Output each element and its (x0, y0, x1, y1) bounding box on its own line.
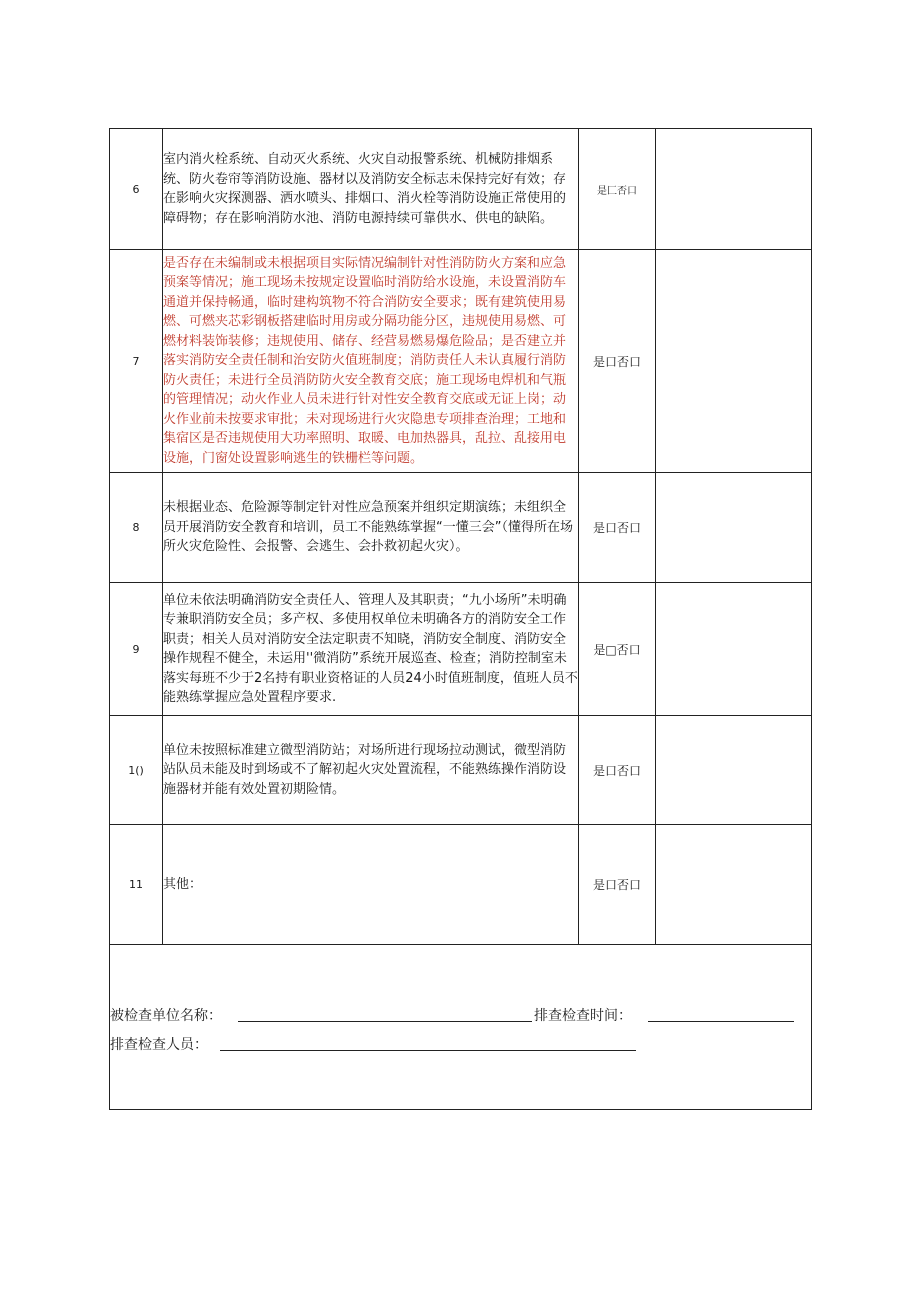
row-number: 9 (110, 583, 163, 716)
row-description: 是否存在未编制或未根据项目实际情况编制针对性消防防火方案和应急预案等情况；施工现场未按规定设置临时消防给水设施，未设置消防车通道并保持畅通，临时建构筑物不符合消防安全要求；既有建筑使用易燃、可燃夹芯彩钢板搭建临时用房或分隔功能分区，违规使用易燃、可燃材料装饰装修；违规使用、储存、经营易燃易爆危险品；是否建立并落实消防安全责任制和治安防火值班制度；消防责任人未认真履行消防防火责任；未进行全员消防防火安全教育交底；施工现场电焊机和气瓶的管理情况；动火作业人员未进行针对性安全教育交底或无证上岗；动火作业前未按要求审批；未对现场进行火灾隐患专项排查治理；工地和集宿区是否违规使用大功率照明、取暖、电加热器具，乱拉、乱接用电设施，门窗处设置影响逃生的铁栅栏等问题。 (163, 250, 579, 473)
inspected-unit-field[interactable] (238, 1021, 532, 1022)
row-description: 室内消火栓系统、自动灭火系统、火灾自动报警系统、机械防排烟系统、防火卷帘等消防设施、器材以及消防安全标志未保持完好有效；存在影响火灾探测器、洒水喷头、排烟口、消火栓等消防设施正常使用的障碍物；存在影响消防水池、消防电源持续可靠供水、供电的缺陷。 (163, 129, 579, 250)
row-number: 1() (110, 716, 163, 825)
table-row (110, 129, 812, 250)
table-row (110, 825, 812, 945)
row-description: 单位未按照标准建立微型消防站；对场所进行现场拉动测试，微型消防站队员未能及时到场或不了解初起火灾处置流程，不能熟练操作消防设施器材并能有效处置初期险情。 (163, 716, 579, 825)
remarks-cell[interactable] (656, 583, 812, 716)
table-row (110, 250, 812, 473)
table-row (110, 473, 812, 583)
yes-no-checkbox[interactable]: 是口否口 (579, 250, 656, 473)
yes-no-checkbox[interactable]: 是口否口 (579, 716, 656, 825)
inspection-time-field[interactable] (648, 1021, 794, 1022)
row-number: 6 (110, 129, 163, 250)
inspection-time-label: 排查检查时间： (534, 1008, 632, 1024)
signature-row (110, 945, 812, 1110)
row-description: 单位未依法明确消防安全责任人、管理人及其职责；“九小场所”未明确专兼职消防安全员；多产权、多使用权单位未明确各方的消防安全工作职责；相关人员对消防安全法定职责不知晓，消防安全制度、消防安全操作规程不健全，未运用''微消防”系统开展巡查、检查；消防控制室未落实每班不少于2名持有职业资格证的人员24小时值班制度，值班人员不能熟练掌握应急处置程序要求. (163, 583, 579, 716)
row-description: 其他： (163, 825, 579, 945)
table-row (110, 583, 812, 716)
remarks-cell[interactable] (656, 473, 812, 583)
remarks-cell[interactable] (656, 129, 812, 250)
remarks-cell[interactable] (656, 716, 812, 825)
inspector-label: 排查检查人员： (110, 1037, 208, 1053)
yes-no-checkbox[interactable]: 是匚否口 (579, 129, 656, 250)
remarks-cell[interactable] (656, 825, 812, 945)
row-number: 11 (110, 825, 163, 945)
inspected-unit-label: 被检查单位名称： (110, 1008, 222, 1024)
remarks-cell[interactable] (656, 250, 812, 473)
yes-no-checkbox[interactable]: 是□否口 (579, 583, 656, 716)
table-row (110, 716, 812, 825)
row-description: 未根据业态、危险源等制定针对性应急预案并组织定期演练；未组织全员开展消防安全教育和培训，员工不能熟练掌握“一懂三会”（懂得所在场所火灾危险性、会报警、会逃生、会扑救初起火灾）。 (163, 473, 579, 583)
inspection-table (109, 128, 812, 1110)
row-number: 7 (110, 250, 163, 473)
row-number: 8 (110, 473, 163, 583)
yes-no-checkbox[interactable]: 是口否口 (579, 825, 656, 945)
inspector-field[interactable] (220, 1050, 636, 1051)
signature-area (110, 945, 812, 1110)
yes-no-checkbox[interactable]: 是口否口 (579, 473, 656, 583)
